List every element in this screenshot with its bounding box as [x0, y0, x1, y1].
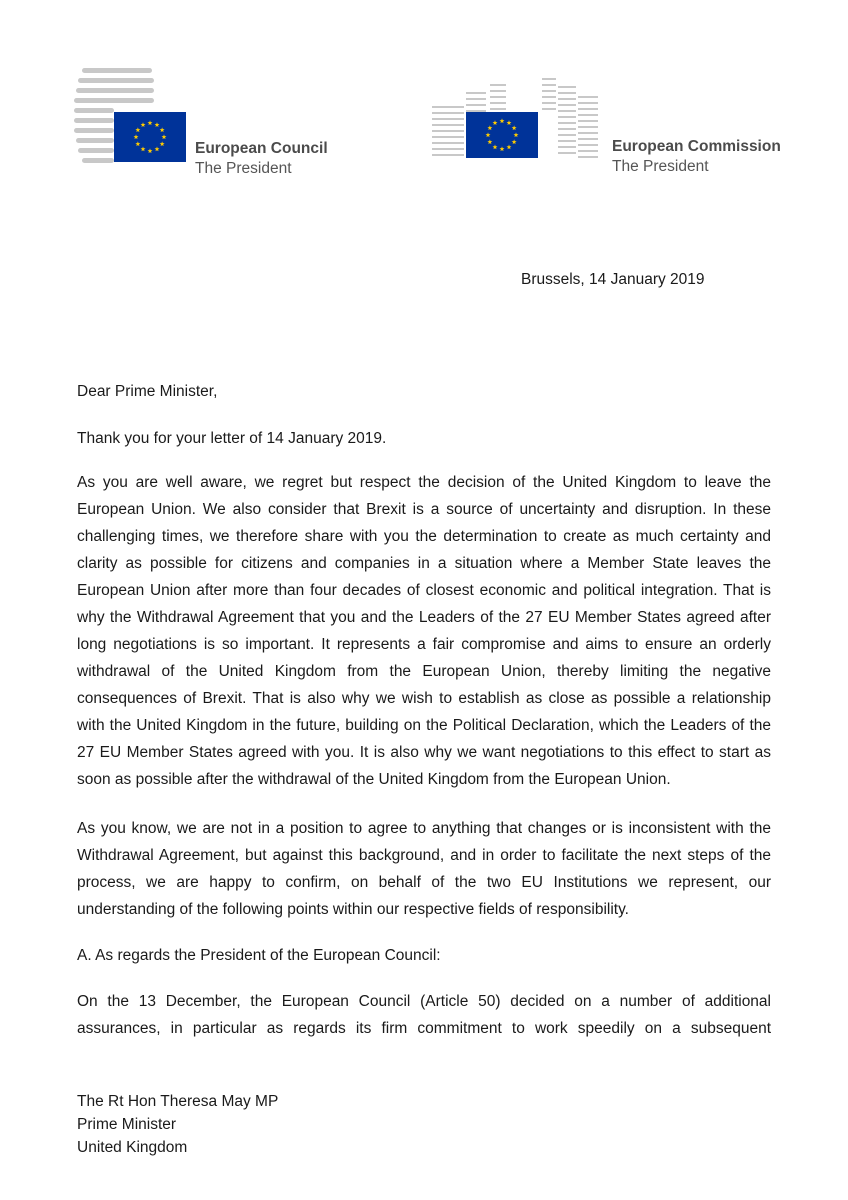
paragraph-thanks: Thank you for your letter of 14 January 2019. [77, 430, 387, 447]
commission-name: European Commission [612, 138, 781, 155]
council-subtitle: The President [195, 160, 292, 177]
european-commission-heading [612, 137, 781, 177]
european-council-heading [195, 139, 328, 179]
recipient-country: United Kingdom [77, 1139, 188, 1156]
council-name: European Council [195, 140, 328, 157]
recipient-address [77, 1090, 278, 1159]
recipient-name: The Rt Hon Theresa May MP [77, 1093, 279, 1110]
commission-subtitle: The President [612, 158, 709, 175]
european-council-logo [74, 66, 188, 166]
letter-date: Brussels, 14 January 2019 [521, 271, 705, 288]
paragraph-december-assurances: On the 13 December, the European Council (Article 50) decided on a number of additional assurances, in particular as regards its firm commitment to work speedily on a subsequent [77, 993, 771, 1037]
recipient-title: Prime Minister [77, 1116, 177, 1133]
paragraph-brexit-context: As you are well aware, we regret but respect the decision of the United Kingdom to leave the European Union. We also consider that Brexit is a source of uncertainty and disruption. In these challenging times, we therefore share with you the determination to create as much certainty and clarity as possible for citizens and companies in a situation where a Member State leaves the European Union after more than four decades of closest economic and political integration. That is why the Withdrawal Agreement that you and the Leaders of the 27 EU Member States agreed after long negotiations is so important. It represents a fair compromise and aims to ensure an orderly withdrawal of the United Kingdom from the European Union, thereby limiting the negative consequences of Brexit. That is also why we wish to establish as close as possible a relationship with the United Kingdom in the future, building on the Political Declaration, which the Leaders of the 27 EU Member States agreed with you. It is also why we want negotiations to this effect to start as soon as possible after the withdrawal of the United Kingdom from the European Union. [77, 474, 771, 788]
paragraph-confirmation: As you know, we are not in a position to agree to anything that changes or is inconsistent with the Withdrawal Agreement, but against this background, and in order to facilitate the next steps of the process, we are happy to confirm, on behalf of the two EU Institutions we represent, our understanding of the following points within our respective fields of responsibility. [77, 820, 771, 918]
european-commission-logo [430, 76, 600, 162]
salutation: Dear Prime Minister, [77, 383, 218, 400]
section-heading-european-council: A. As regards the President of the European Council: [77, 947, 441, 964]
